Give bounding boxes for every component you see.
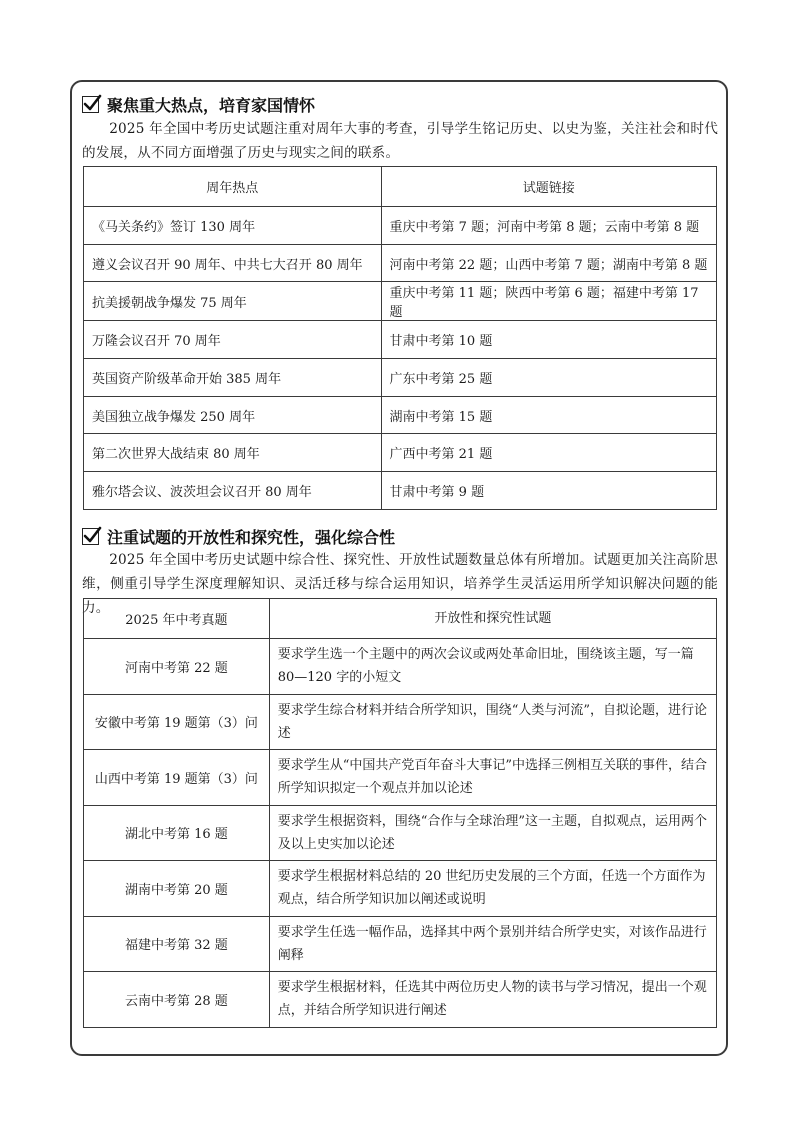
table-row	[84, 434, 717, 472]
question-link-cell: 湖南中考第 15 题	[381, 396, 716, 434]
header-question-link: 试题链接	[381, 167, 716, 207]
anniversary-cell: 抗美援朝战争爆发 75 周年	[84, 282, 382, 321]
header-anniversary: 周年热点	[84, 167, 382, 207]
table-row	[84, 359, 717, 397]
exam-question-cell: 福建中考第 32 题	[84, 916, 270, 972]
anniversary-cell: 雅尔塔会议、波茨坦会议召开 80 周年	[84, 472, 382, 510]
table-header-row	[84, 167, 717, 207]
checkbox-check-icon	[82, 96, 99, 113]
question-link-cell: 重庆中考第 11 题；陕西中考第 6 题；福建中考第 17 题	[381, 282, 716, 321]
requirement-cell: 要求学生综合材料并结合所学知识，围绕“人类与河流”，自拟论题，进行论述	[269, 694, 716, 750]
question-link-cell: 广西中考第 21 题	[381, 434, 716, 472]
checkbox-check-icon	[82, 528, 99, 545]
question-link-cell: 甘肃中考第 9 题	[381, 472, 716, 510]
requirement-cell: 要求学生从“中国共产党百年奋斗大事记”中选择三例相互关联的事件，结合所学知识拟定一个观点并加以论述	[269, 750, 716, 806]
table-row	[84, 861, 717, 917]
exam-question-cell: 山西中考第 19 题第（3）问	[84, 750, 270, 806]
table-row	[84, 396, 717, 434]
exam-question-cell: 湖北中考第 16 题	[84, 805, 270, 861]
table-row	[84, 321, 717, 359]
exam-question-cell: 河南中考第 22 题	[84, 639, 270, 695]
exam-question-cell: 湖南中考第 20 题	[84, 861, 270, 917]
section1-heading	[82, 93, 315, 116]
anniversary-cell: 《马关条约》签订 130 周年	[84, 207, 382, 245]
section1-title: 聚焦重大热点，培育家国情怀	[107, 96, 316, 115]
question-link-cell: 广东中考第 25 题	[381, 359, 716, 397]
section2-intro: 2025 年全国中考历史试题中综合性、探究性、开放性试题数量总体有所增加。试题更加关注高阶思维，侧重引导学生深度理解知识、灵活迁移与综合运用知识，培养学生灵活运用所学知识解决问题的能力。	[82, 552, 718, 616]
open-questions-table	[83, 598, 717, 1028]
anniversary-cell: 第二次世界大战结束 80 周年	[84, 434, 382, 472]
table-row	[84, 207, 717, 245]
header-exam-question: 2025 年中考真题	[84, 599, 270, 639]
exam-question-cell: 云南中考第 28 题	[84, 972, 270, 1028]
anniversary-cell: 英国资产阶级革命开始 385 周年	[84, 359, 382, 397]
requirement-cell: 要求学生根据资料，围绕“合作与全球治理”这一主题，自拟观点，运用两个及以上史实加以论述	[269, 805, 716, 861]
table-row	[84, 750, 717, 806]
table-row	[84, 972, 717, 1028]
question-link-cell: 河南中考第 22 题；山西中考第 7 题；湖南中考第 8 题	[381, 244, 716, 282]
section1-intro: 2025 年全国中考历史试题注重对周年大事的考查，引导学生铭记历史、以史为鉴，关注社会和时代的发展，从不同方面增强了历史与现实之间的联系。	[82, 121, 718, 161]
table-row	[84, 282, 717, 321]
table-row	[84, 805, 717, 861]
requirement-cell: 要求学生任选一幅作品，选择其中两个景别并结合所学史实，对该作品进行阐释	[269, 916, 716, 972]
table-row	[84, 639, 717, 695]
anniversary-cell: 遵义会议召开 90 周年、中共七大召开 80 周年	[84, 244, 382, 282]
requirement-cell: 要求学生根据材料，任选其中两位历史人物的读书与学习情况，提出一个观点，并结合所学知识进行阐述	[269, 972, 716, 1028]
exam-question-cell: 安徽中考第 19 题第（3）问	[84, 694, 270, 750]
table-row	[84, 244, 717, 282]
table-header-row	[84, 599, 717, 639]
anniversary-table	[83, 166, 717, 510]
requirement-cell: 要求学生根据材料总结的 20 世纪历史发展的三个方面，任选一个方面作为观点，结合所学知识加以阐述或说明	[269, 861, 716, 917]
section2-title: 注重试题的开放性和探究性，强化综合性	[107, 528, 396, 547]
anniversary-cell: 万隆会议召开 70 周年	[84, 321, 382, 359]
header-open-question: 开放性和探究性试题	[269, 599, 716, 639]
table-row	[84, 694, 717, 750]
question-link-cell: 甘肃中考第 10 题	[381, 321, 716, 359]
anniversary-cell: 美国独立战争爆发 250 周年	[84, 396, 382, 434]
table-row	[84, 472, 717, 510]
question-link-cell: 重庆中考第 7 题；河南中考第 8 题；云南中考第 8 题	[381, 207, 716, 245]
section2-heading	[82, 525, 395, 548]
requirement-cell: 要求学生选一个主题中的两次会议或两处革命旧址，围绕该主题，写一篇 80—120 字的小短文	[269, 639, 716, 695]
table-row	[84, 916, 717, 972]
